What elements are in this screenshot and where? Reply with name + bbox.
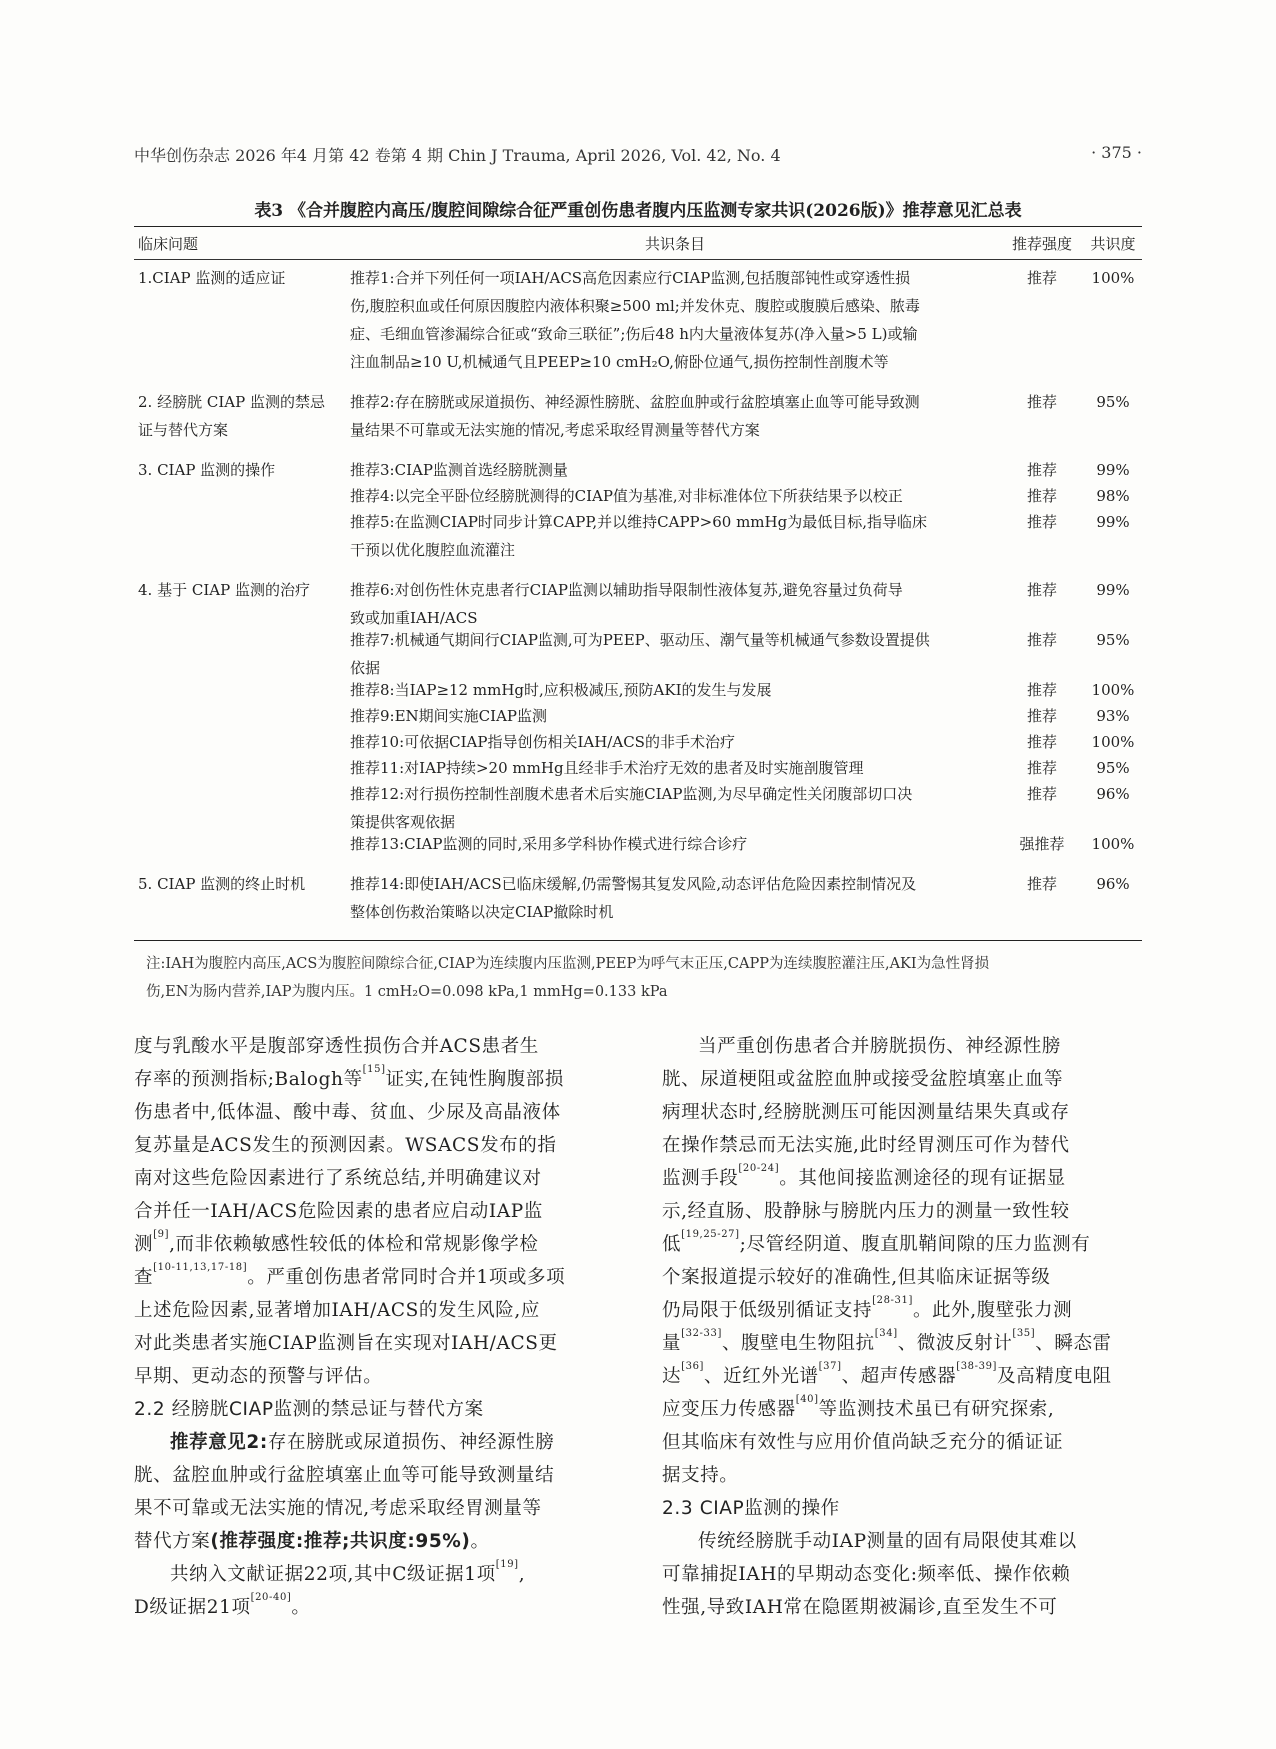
table-cell-strength: 推荐 — [1026, 581, 1057, 599]
citation: [19] — [495, 1559, 519, 1570]
body-line: 据支持。 — [662, 1465, 739, 1486]
body-line: 测[9],而非依赖敏感性较低的体检和常规影像学检 — [134, 1229, 539, 1255]
table-note — [146, 950, 1146, 1006]
recommendation-table — [134, 226, 1142, 942]
body-line: 南对这些危险因素进行了系统总结,并明确建议对 — [134, 1168, 542, 1189]
table-cell-question: 4. 基于 CIAP 监测的治疗 — [138, 581, 310, 599]
table-cell-consensus: 100% — [1091, 835, 1135, 853]
table-note-line: 伤,EN为肠内营养,IAP为腹内压。1 cmH₂O=0.098 kPa,1 mmHg=0.133 kPa — [146, 984, 668, 1000]
table-cell-question: 1.CIAP 监测的适应证 — [138, 269, 286, 287]
body-line: 病理状态时,经膀胱测压可能因测量结果失真或存 — [662, 1102, 1070, 1123]
table-cell-consensus: 95% — [1096, 759, 1130, 777]
table-cell-item: 推荐12:对行损伤控制性剖腹术患者术后实施CIAP监测,为尽早确定性关闭腹部切口决 — [350, 785, 913, 803]
body-line: 在操作禁忌而无法实施,此时经胃测压可作为替代 — [662, 1135, 1070, 1156]
table-cell-item: 整体创伤救治策略以决定CIAP撤除时机 — [350, 903, 614, 921]
table-cell-question: 证与替代方案 — [138, 421, 229, 439]
body-line: 伤患者中,低体温、酸中毒、贫血、少尿及高晶液体 — [134, 1102, 561, 1123]
body-line: 达[36]、近红外光谱[37]、超声传感器[38-39]及高精度电阻 — [662, 1361, 1112, 1387]
table-cell-item: 推荐7:机械通气期间行CIAP监测,可为PEEP、驱动压、潮气量等机械通气参数设置提供 — [350, 631, 930, 649]
body-line: 低[19,25-27];尽管经阴道、腹直肌鞘间隙的压力监测有 — [662, 1229, 1091, 1255]
citation: [35] — [1012, 1328, 1036, 1339]
citation: [9] — [153, 1229, 170, 1240]
citation: [38-39] — [956, 1361, 998, 1372]
table-cell-item: 推荐10:可依据CIAP指导创伤相关IAH/ACS的非手术治疗 — [350, 733, 735, 751]
citation: [15] — [362, 1064, 386, 1075]
table-cell-item: 推荐2:存在膀胱或尿道损伤、神经源性膀胱、盆腔血肿或行盆腔填塞止血等可能导致测 — [350, 393, 920, 411]
table-cell-consensus: 99% — [1096, 461, 1130, 479]
table-note-line: 注:IAH为腹腔内高压,ACS为腹腔间隙综合征,CIAP为连续腹内压监测,PEEP为呼气末正压,CAPP为连续腹腔灌注压,AKI为急性肾损 — [146, 956, 990, 972]
table-cell-item: 推荐11:对IAP持续>20 mmHg且经非手术治疗无效的患者及时实施剖腹管理 — [350, 759, 864, 777]
table-cell-strength: 推荐 — [1026, 461, 1057, 479]
citation: [20-40] — [250, 1592, 292, 1603]
table-cell-strength: 推荐 — [1026, 681, 1057, 699]
table-cell-item: 推荐1:合并下列任何一项IAH/ACS高危因素应行CIAP监测,包括腹部钝性或穿透性损 — [350, 269, 911, 287]
body-line: 胱、盆腔血肿或行盆腔填塞止血等可能导致测量结 — [134, 1465, 555, 1486]
table-cell-consensus: 98% — [1096, 487, 1130, 505]
header-clinical-question: 临床问题 — [138, 235, 199, 253]
evidence-line: D级证据21项[20-40]。 — [134, 1592, 311, 1618]
section-heading-2-2: 2.2 经膀胱CIAP监测的禁忌证与替代方案 — [134, 1399, 484, 1420]
body-line: 可靠捕捉IAH的早期动态变化:频率低、操作依赖 — [662, 1564, 1071, 1585]
table-cell-strength: 推荐 — [1026, 759, 1057, 777]
table-cell-question: 3. CIAP 监测的操作 — [138, 461, 276, 479]
table-cell-item: 推荐4:以完全平卧位经膀胱测得的CIAP值为基准,对非标准体位下所获结果予以校正 — [350, 487, 903, 505]
table-cell-item: 注血制品≥10 U,机械通气且PEEP≥10 cmH₂O,俯卧位通气,损伤控制性剖腹术等 — [350, 353, 889, 371]
table-cell-item: 干预以优化腹腔血流灌注 — [350, 541, 516, 559]
table-cell-item: 症、毛细血管渗漏综合征或“致命三联征”;伤后48 h内大量液体复苏(净入量>5 L)或输 — [350, 325, 918, 343]
body-line: 性强,导致IAH常在隐匿期被漏诊,直至发生不可 — [662, 1597, 1058, 1618]
recommendation-2-paragraph: 推荐意见2:存在膀胱或尿道损伤、神经源性膀 — [170, 1432, 555, 1453]
table-cell-item: 策提供客观依据 — [350, 813, 456, 831]
table-cell-consensus: 95% — [1096, 393, 1130, 411]
body-line: 个案报道提示较好的准确性,但其临床证据等级 — [662, 1267, 1051, 1288]
table-cell-item: 推荐9:EN期间实施CIAP监测 — [350, 707, 548, 725]
table-caption: 表3 《合并腹腔内高压/腹腔间隙综合征严重创伤患者腹内压监测专家共识(2026版)》推荐意见汇总表 — [254, 201, 1022, 221]
body-line: 当严重创伤患者合并膀胱损伤、神经源性膀 — [698, 1036, 1061, 1057]
body-line: 替代方案(推荐强度:推荐;共识度:95%)。 — [134, 1531, 490, 1552]
body-line: 仍局限于低级别循证支持[28-31]。此外,腹壁张力测 — [662, 1295, 1073, 1321]
citation: [10-11,13,17-18] — [153, 1262, 248, 1273]
table-cell-question: 5. CIAP 监测的终止时机 — [138, 875, 306, 893]
table-cell-strength: 强推荐 — [1019, 835, 1065, 853]
body-line: 对此类患者实施CIAP监测旨在实现对IAH/ACS更 — [134, 1333, 558, 1354]
body-line: 存率的预测指标;Balogh等[15]证实,在钝性胸腹部损 — [134, 1064, 564, 1090]
header-consensus: 共识度 — [1090, 235, 1136, 253]
header-consensus-item: 共识条目 — [644, 235, 705, 253]
table-cell-consensus: 100% — [1091, 733, 1135, 751]
table-header-rule — [134, 259, 1142, 260]
header-strength: 推荐强度 — [1011, 235, 1072, 253]
citation: [37] — [818, 1361, 842, 1372]
table-cell-item: 依据 — [350, 659, 381, 677]
table-cell-consensus: 95% — [1096, 631, 1130, 649]
table-cell-consensus: 99% — [1096, 581, 1130, 599]
body-line: 应变压力传感器[40]等监测技术虽已有研究探索, — [662, 1394, 1055, 1420]
table-cell-item: 致或加重IAH/ACS — [350, 609, 478, 627]
table-cell-consensus: 100% — [1091, 681, 1135, 699]
body-line: 上述危险因素,显著增加IAH/ACS的发生风险,应 — [134, 1300, 540, 1321]
citation: [32-33] — [681, 1328, 722, 1339]
table-cell-consensus: 96% — [1096, 875, 1130, 893]
body-line: 查[10-11,13,17-18]。严重创伤患者常同时合并1项或多项 — [134, 1262, 566, 1288]
citation: [20-24] — [738, 1163, 780, 1174]
body-line: 但其临床有效性与应用价值尚缺乏充分的循证证 — [662, 1432, 1064, 1453]
table-cell-strength: 推荐 — [1026, 269, 1057, 287]
body-line: 监测手段[20-24]。其他间接监测途径的现有证据显 — [662, 1163, 1066, 1189]
body-line: 合并任一IAH/ACS危险因素的患者应启动IAP监 — [134, 1201, 543, 1222]
table-cell-strength: 推荐 — [1026, 733, 1057, 751]
citation: [19,25-27] — [681, 1229, 740, 1240]
body-line: 示,经直肠、股静脉与膀胱内压力的测量一致性较 — [662, 1201, 1070, 1222]
right-column — [662, 1030, 1160, 1624]
table-cell-item: 推荐3:CIAP监测首选经膀胱测量 — [350, 461, 568, 479]
body-line: 度与乳酸水平是腹部穿透性损伤合并ACS患者生 — [134, 1036, 539, 1057]
body-line: 早期、更动态的预警与评估。 — [134, 1366, 383, 1387]
body-line: 传统经膀胱手动IAP测量的固有局限使其难以 — [698, 1531, 1077, 1552]
body-line: 胱、尿道梗阻或盆腔血肿或接受盆腔填塞止血等 — [662, 1069, 1064, 1090]
body-line: 复苏量是ACS发生的预测因素。WSACS发布的指 — [134, 1135, 557, 1156]
running-head-left: 中华创伤杂志 2026 年4 月第 42 卷第 4 期 Chin J Trauma, April 2026, Vol. 42, No. 4 — [134, 146, 781, 165]
table-cell-item: 推荐5:在监测CIAP时同步计算CAPP,并以维持CAPP>60 mmHg为最低目标,指导临床 — [350, 513, 927, 531]
table-cell-consensus: 93% — [1096, 707, 1130, 725]
table-cell-strength: 推荐 — [1026, 513, 1057, 531]
table-cell-question: 2. 经膀胱 CIAP 监测的禁忌 — [138, 393, 325, 411]
page-number: · 375 · — [1091, 143, 1142, 162]
citation: [28-31] — [872, 1295, 913, 1306]
table-cell-strength: 推荐 — [1026, 875, 1057, 893]
table-cell-item: 推荐8:当IAP≥12 mmHg时,应积极减压,预防AKI的发生与发展 — [350, 681, 772, 699]
table-cell-strength: 推荐 — [1026, 785, 1057, 803]
citation: [34] — [874, 1328, 898, 1339]
table-cell-item: 伤,腹腔积血或任何原因腹腔内液体积聚≥500 ml;并发休克、腹腔或腹膜后感染、脓毒 — [350, 297, 920, 315]
table-cell-strength: 推荐 — [1026, 631, 1057, 649]
table-cell-item: 推荐13:CIAP监测的同时,采用多学科协作模式进行综合诊疗 — [350, 835, 748, 853]
body-line: 果不可靠或无法实施的情况,考虑采取经胃测量等 — [134, 1498, 542, 1519]
table-top-rule — [134, 226, 1142, 227]
citation: [40] — [795, 1394, 819, 1405]
evidence-line: 共纳入文献证据22项,其中C级证据1项[19], — [170, 1559, 526, 1585]
left-column — [134, 1030, 632, 1624]
table-bottom-rule — [134, 940, 1142, 941]
table-cell-consensus: 100% — [1091, 269, 1135, 287]
table-cell-consensus: 99% — [1096, 513, 1130, 531]
section-heading-2-3: 2.3 CIAP监测的操作 — [662, 1498, 840, 1519]
body-line: 量[32-33]、腹壁电生物阻抗[34]、微波反射计[35]、瞬态雷 — [662, 1328, 1112, 1354]
table-cell-item: 推荐6:对创伤性休克患者行CIAP监测以辅助指导限制性液体复苏,避免容量过负荷导 — [350, 581, 903, 599]
table-cell-strength: 推荐 — [1026, 707, 1057, 725]
citation: [36] — [681, 1361, 705, 1372]
table-cell-strength: 推荐 — [1026, 487, 1057, 505]
table-cell-consensus: 96% — [1096, 785, 1130, 803]
table-cell-item: 量结果不可靠或无法实施的情况,考虑采取经胃测量等替代方案 — [350, 421, 760, 439]
table-cell-strength: 推荐 — [1026, 393, 1057, 411]
table-cell-item: 推荐14:即使IAH/ACS已临床缓解,仍需警惕其复发风险,动态评估危险因素控制情况及 — [350, 875, 917, 893]
